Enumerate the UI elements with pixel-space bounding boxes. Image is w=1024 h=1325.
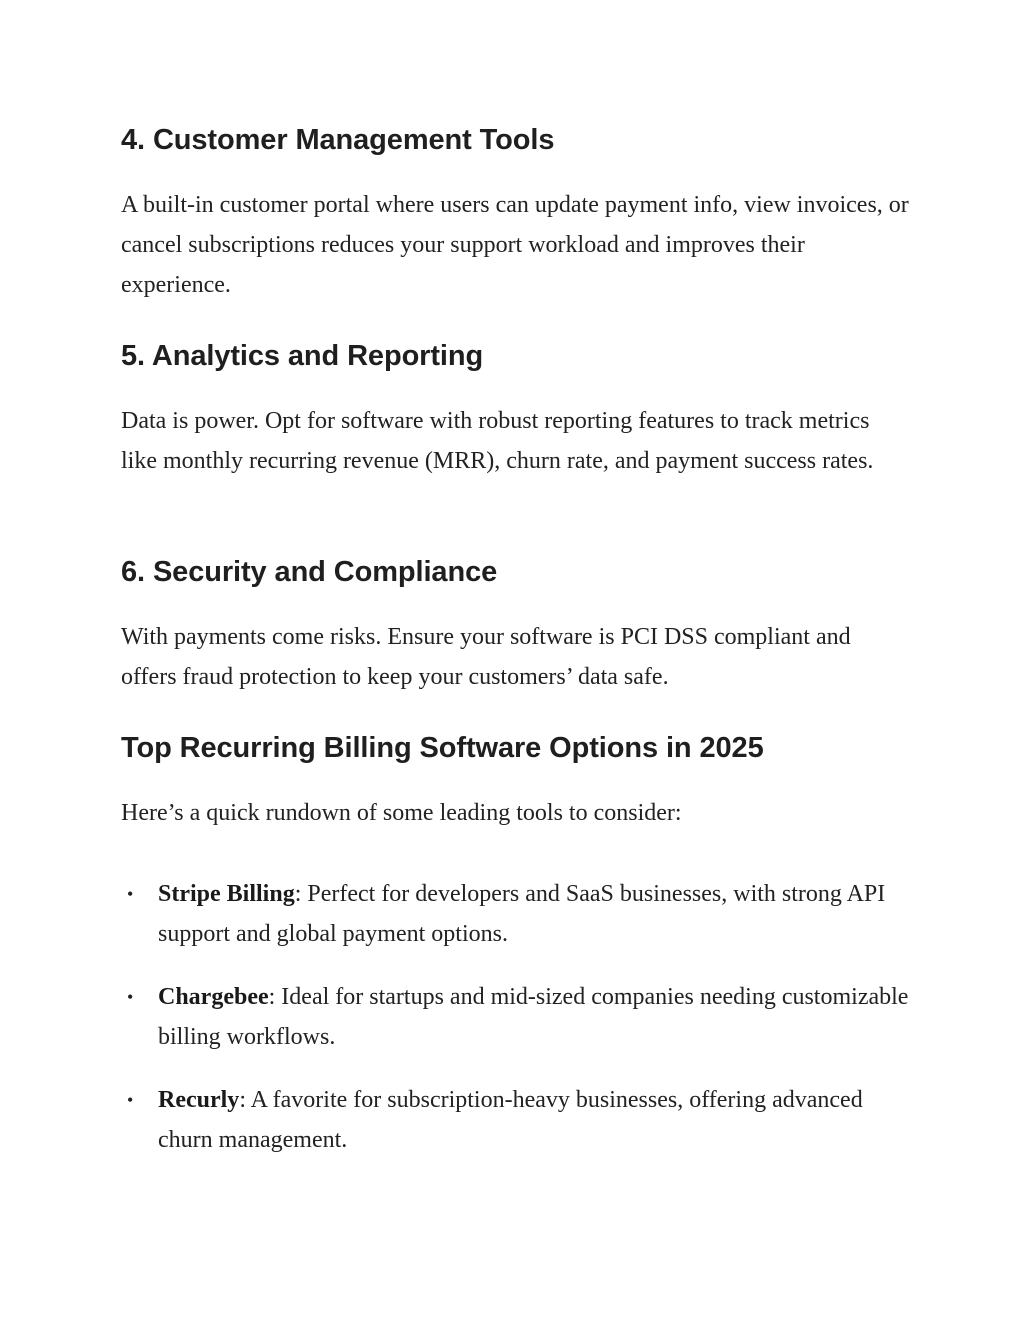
tool-description: : A favorite for subscription-heavy businesses, offering advanced churn management. <box>158 1087 863 1153</box>
section-top-billing-software <box>121 730 911 833</box>
bullet-icon: • <box>127 884 134 904</box>
bullet-icon: • <box>127 1090 134 1110</box>
list-item <box>121 1080 911 1160</box>
tool-description: : Perfect for developers and SaaS businesses, with strong API support and global payment options. <box>158 881 886 947</box>
section-security-compliance <box>121 554 911 697</box>
list-item <box>121 977 911 1057</box>
tool-name: Stripe Billing <box>158 881 295 907</box>
tool-description: : Ideal for startups and mid-sized companies needing customizable billing workflows. <box>158 984 909 1050</box>
section-body: Data is power. Opt for software with robust reporting features to track metrics like monthly recurring revenue (MRR), churn rate, and payment success rates. <box>121 408 874 474</box>
section-heading: 6. Security and Compliance <box>121 556 498 588</box>
section-body: With payments come risks. Ensure your software is PCI DSS compliant and offers fraud protection to keep your customers’ data safe. <box>121 624 851 690</box>
section-heading: Top Recurring Billing Software Options in 2025 <box>121 732 764 764</box>
section-body: A built-in customer portal where users can update payment info, view invoices, or cancel subscriptions reduces your support workload and improves their experience. <box>121 192 909 298</box>
section-body: Here’s a quick rundown of some leading tools to consider: <box>121 800 682 826</box>
tool-name: Chargebee <box>158 984 269 1010</box>
section-heading: 5. Analytics and Reporting <box>121 340 484 372</box>
tool-name: Recurly <box>158 1087 240 1113</box>
list-item <box>121 874 911 954</box>
section-customer-management <box>121 122 911 305</box>
section-analytics-reporting <box>121 338 911 481</box>
bullet-icon: • <box>127 987 134 1007</box>
section-heading: 4. Customer Management Tools <box>121 124 555 156</box>
tools-list <box>121 874 911 1183</box>
